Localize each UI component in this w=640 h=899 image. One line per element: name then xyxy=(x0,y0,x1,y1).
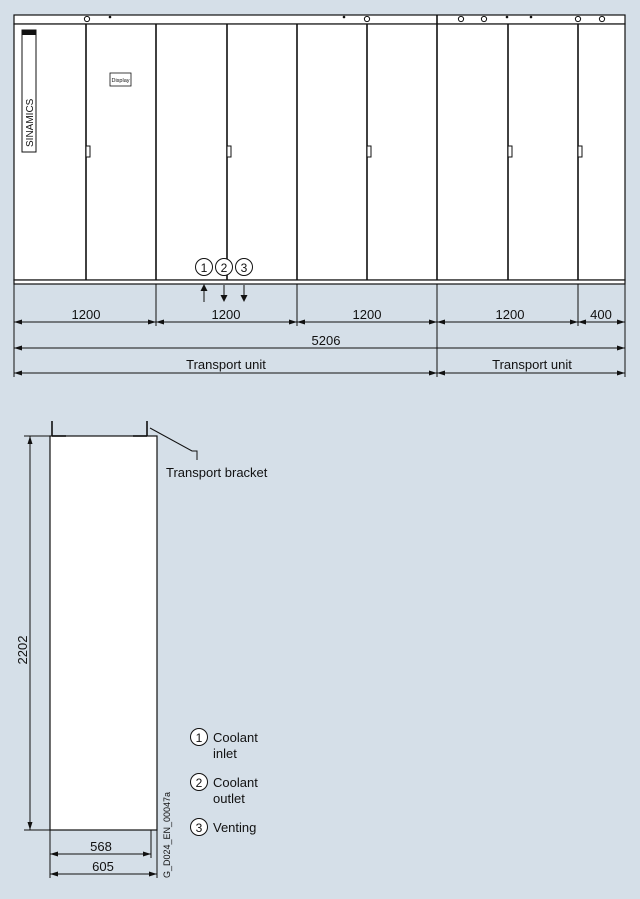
brand-plate xyxy=(22,30,36,152)
height-dimension: 2202 xyxy=(15,635,30,665)
legend-num-3: 3 xyxy=(195,821,203,835)
segment-width-5: 400 xyxy=(590,307,612,322)
legend-num-2: 2 xyxy=(195,776,203,790)
front-dimensions xyxy=(14,284,625,377)
cabinet-body xyxy=(14,24,625,280)
legend-text-2b: outlet xyxy=(213,791,245,806)
marker-2-label: 2 xyxy=(220,261,228,275)
legend-text-1a: Coolant xyxy=(213,730,258,745)
arrow-down-icon xyxy=(221,295,228,302)
marker-1-label: 1 xyxy=(200,261,208,275)
segment-width-1: 1200 xyxy=(71,307,101,322)
inner-depth: 568 xyxy=(90,839,112,854)
legend-text-1b: inlet xyxy=(213,746,237,761)
display-label: Display xyxy=(111,78,130,84)
legend-item-venting xyxy=(191,819,257,836)
total-width: 5206 xyxy=(311,333,341,348)
segment-width-2: 1200 xyxy=(211,307,241,322)
segment-width-3: 1200 xyxy=(352,307,382,322)
side-panel xyxy=(50,436,157,830)
drawing-id: G_D024_EN_00047a xyxy=(162,791,172,878)
connection-markers xyxy=(196,259,253,276)
outer-depth: 605 xyxy=(92,859,114,874)
cabinet-roof xyxy=(14,15,625,24)
cabinet-front-view xyxy=(14,15,625,302)
arrow-down-icon xyxy=(241,295,248,302)
transport-brackets xyxy=(52,421,147,436)
legend xyxy=(191,729,259,836)
marker-3-label: 3 xyxy=(240,261,248,275)
transport-unit-2: Transport unit xyxy=(492,357,572,372)
transport-bracket-label: Transport bracket xyxy=(166,465,268,480)
segment-width-4: 1200 xyxy=(495,307,525,322)
cabinet-side-view xyxy=(15,421,268,878)
cabinet-base xyxy=(14,280,625,284)
legend-item-coolant-outlet xyxy=(191,774,259,807)
operator-display xyxy=(110,73,131,86)
legend-text-3a: Venting xyxy=(213,820,257,835)
flow-arrows xyxy=(201,284,248,302)
transport-unit-1: Transport unit xyxy=(186,357,266,372)
legend-item-coolant-inlet xyxy=(191,729,259,762)
legend-num-1: 1 xyxy=(195,731,203,745)
legend-text-2a: Coolant xyxy=(213,775,258,790)
brand-label: SINAMICS xyxy=(25,98,36,147)
arrow-up-icon xyxy=(201,284,208,291)
